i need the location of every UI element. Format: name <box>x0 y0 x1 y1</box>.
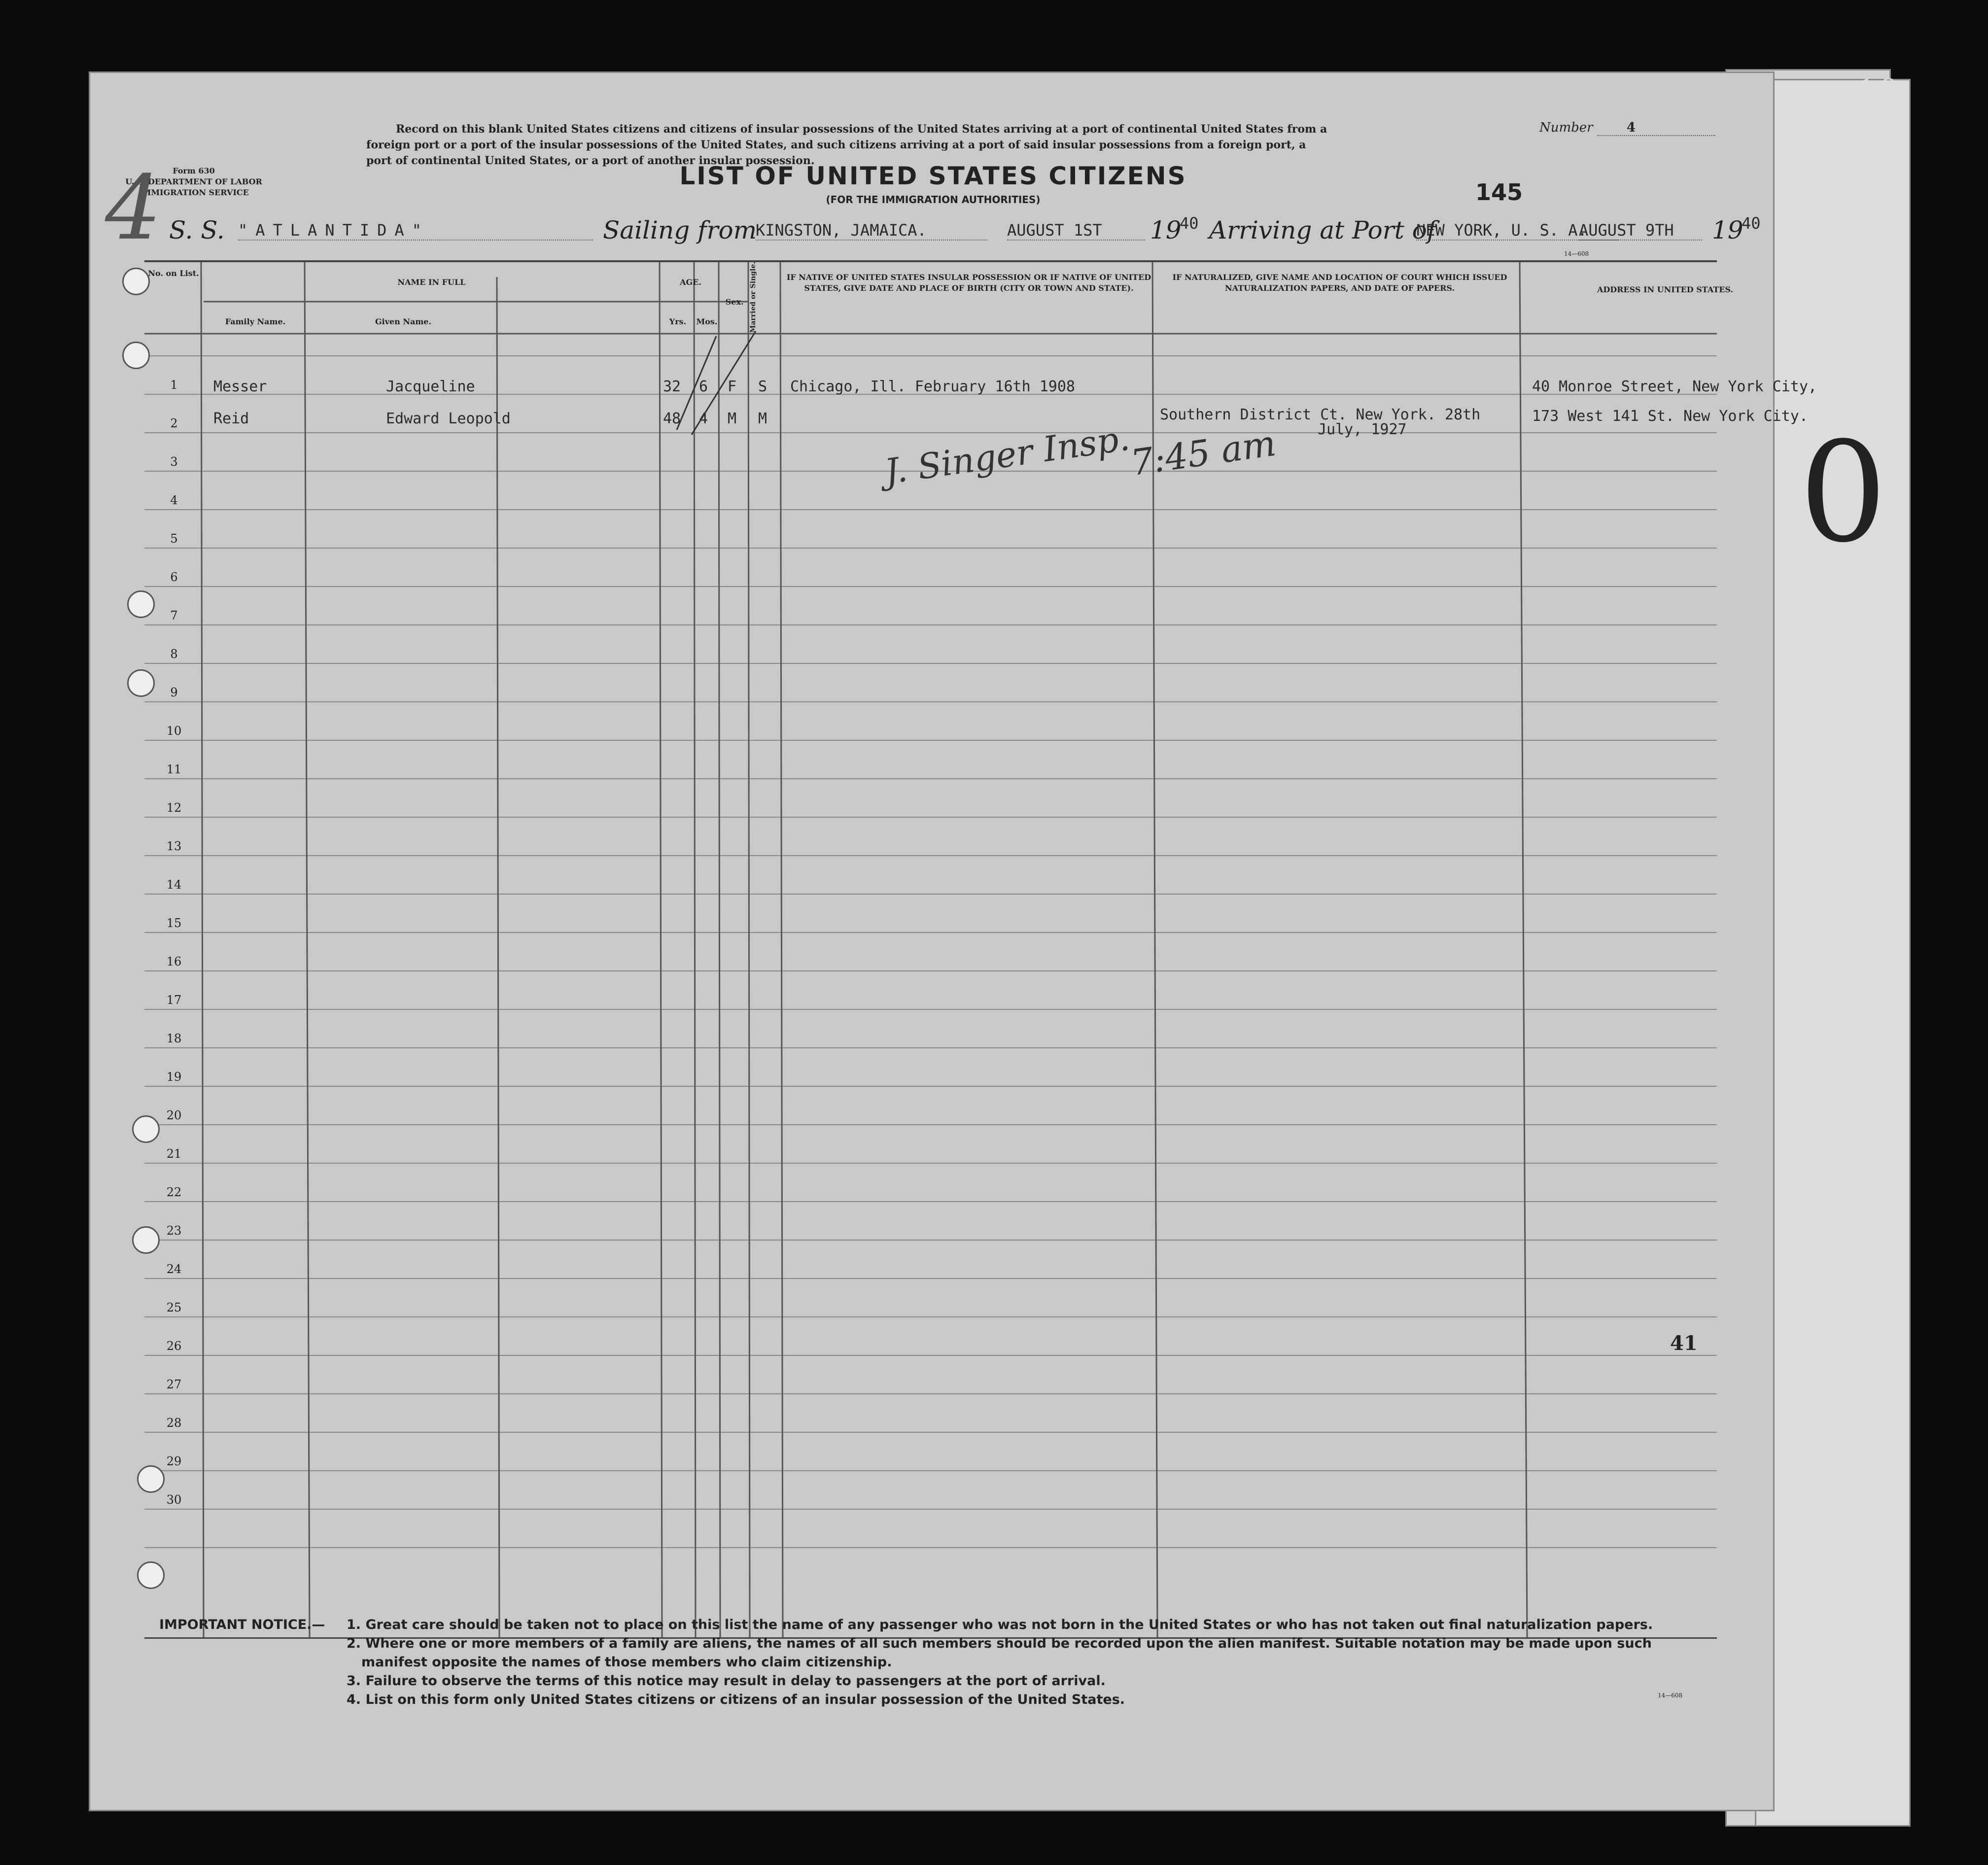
row-number: 14 <box>166 878 182 892</box>
entry-2-address: 173 West 141 St. New York City. <box>1532 408 1808 425</box>
page-stamp: 145 <box>1475 179 1523 206</box>
big-mark: 0 <box>1799 413 1887 573</box>
manifest-table <box>144 260 1817 1639</box>
row-number: 5 <box>170 532 178 546</box>
corner-mark: 1-3 <box>1858 74 1895 101</box>
page-title: LIST OF UNITED STATES CITIZENS <box>679 162 1187 190</box>
entry-2-given-name: Edward Leopold <box>386 410 511 427</box>
col-age: AGE. <box>680 277 701 287</box>
row-number: 29 <box>166 1454 182 1468</box>
binder-hole <box>132 1115 160 1143</box>
row-number: 12 <box>166 801 182 815</box>
row-number: 20 <box>166 1108 182 1122</box>
check-slashes <box>657 331 785 440</box>
col-family-name: Family Name. <box>225 317 286 326</box>
row-number: 30 <box>166 1493 182 1507</box>
ss-label: S. S. <box>169 216 225 244</box>
row-number: 3 <box>170 455 178 469</box>
sailing-port: KINGSTON, JAMAICA. <box>756 221 987 241</box>
row-number: 26 <box>166 1339 182 1353</box>
entry-1-marital: S <box>758 378 767 395</box>
inspection-time: 7:45 am <box>1128 422 1279 484</box>
entry-1-address: 40 Monroe Street, New York City, <box>1532 378 1817 395</box>
form-code-bottom: 14—608 <box>1658 1692 1683 1699</box>
col-address: ADDRESS IN UNITED STATES. <box>1597 285 1734 294</box>
binder-hole <box>127 669 155 697</box>
arrival-date: AUGUST 9TH <box>1579 221 1702 241</box>
row-number: 27 <box>166 1378 182 1391</box>
notice-item-1: 1. Great care should be taken not to place on this list the name of any passenger who was not born in the United States or who has not taken out final naturalization papers. <box>347 1617 1653 1632</box>
entry-2-naturalization: Southern District Ct. New York. 28th <box>1160 406 1481 423</box>
row-number: 15 <box>166 916 182 930</box>
sailing-label: Sailing from <box>603 216 757 244</box>
page-subtitle: (FOR THE IMMIGRATION AUTHORITIES) <box>826 194 1041 206</box>
entry-1-family-name: Messer <box>213 378 267 395</box>
binder-hole <box>122 342 150 369</box>
important-notice <box>159 1616 1766 1709</box>
col-mos: Mos. <box>696 317 718 326</box>
entry-2-naturalization-date: July, 1927 <box>1318 421 1407 438</box>
number-field <box>1539 120 1715 136</box>
number-value: 4 <box>1597 120 1715 136</box>
col-naturalization-info: IF NATURALIZED, GIVE NAME AND LOCATION OF COURT WHICH ISSUED NATURALIZATION PAPERS, AND DATE OF PAPERS. <box>1172 273 1507 293</box>
instruction-line-2: foreign port or a port of the insular possessions of the United States, and such citizens arriving at a port of said insular possessions from a foreign port, a <box>366 138 1306 151</box>
notice-item-2: 2. Where one or more members of a family are aliens, the names of all such members should be recorded upon the alien manifest. Suitable notation may be made upon such <box>347 1636 1652 1651</box>
col-married-or-single: Married or Single. <box>749 261 757 333</box>
department-name: U. S. DEPARTMENT OF LABOR <box>125 177 262 186</box>
entry-1-given-name: Jacqueline <box>386 378 475 395</box>
sailing-year-prefix: 19 <box>1150 216 1182 244</box>
row-number: 7 <box>170 609 178 622</box>
arrival-year-prefix: 19 <box>1712 216 1744 244</box>
entry-1-mos: 6 <box>699 378 708 395</box>
row-number: 18 <box>166 1032 182 1045</box>
row-number: 19 <box>166 1070 182 1084</box>
sailing-year: 40 <box>1180 214 1199 233</box>
voyage-line <box>169 216 1766 255</box>
row-number: 24 <box>166 1262 182 1276</box>
entry-1-yrs: 32 <box>663 378 681 395</box>
stamp-number: 41 <box>1670 1332 1698 1355</box>
row-number: 25 <box>166 1301 182 1314</box>
entry-2-sex: M <box>728 410 737 427</box>
row-number: 17 <box>166 993 182 1007</box>
entry-2-family-name: Reid <box>213 410 249 427</box>
instruction-line-1: Record on this blank United States citizens and citizens of insular possessions of the United States arriving at a port of continental United States from a <box>396 123 1327 136</box>
row-number: 1 <box>170 378 178 392</box>
row-number: 22 <box>166 1185 182 1199</box>
entry-1-sex: F <box>728 378 737 395</box>
col-name-in-full: NAME IN FULL <box>397 277 466 287</box>
binder-hole <box>137 1465 165 1493</box>
form-code-top: 14—608 <box>1564 250 1589 257</box>
arrival-year: 40 <box>1742 214 1761 233</box>
row-number: 4 <box>170 493 178 507</box>
entry-2-marital: M <box>758 410 767 427</box>
col-sex: Sex. <box>725 297 744 307</box>
row-number: 13 <box>166 839 182 853</box>
binder-hole <box>137 1561 165 1589</box>
col-birth-info: IF NATIVE OF UNITED STATES INSULAR POSSESSION OR IF NATIVE OF UNITED STATES, GIVE DATE AND PLACE OF BIRTH (CITY OR TOWN AND STATE). <box>786 273 1151 293</box>
instruction-line-3: port of continental United States, or a port of another insular possession. <box>366 154 815 167</box>
service-name: IMMIGRATION SERVICE <box>139 188 249 197</box>
number-label: Number <box>1539 120 1593 135</box>
binder-hole <box>127 590 155 618</box>
entry-1-birth: Chicago, Ill. February 16th 1908 <box>790 378 1075 395</box>
row-number: 8 <box>170 647 178 661</box>
entry-2-mos: 4 <box>699 410 708 427</box>
row-number: 6 <box>170 570 178 584</box>
col-yrs: Yrs. <box>669 317 687 326</box>
binder-hole <box>132 1226 160 1254</box>
col-no-on-list: No. on List. <box>148 269 199 278</box>
ship-name: "ATLANTIDA" <box>238 221 593 241</box>
manifest-page <box>89 71 1817 1811</box>
notice-label: IMPORTANT NOTICE.— <box>159 1617 325 1632</box>
row-number: 21 <box>166 1147 182 1161</box>
notice-item-2-cont: manifest opposite the names of those members who claim citizenship. <box>361 1655 892 1670</box>
sailing-date: AUGUST 1ST <box>1007 221 1145 241</box>
notice-item-3: 3. Failure to observe the terms of this notice may result in delay to passengers at the port of arrival. <box>347 1673 1106 1689</box>
row-number: 2 <box>170 416 178 430</box>
arrival-port: NEW YORK, U. S. A. <box>1416 221 1618 241</box>
entry-2-yrs: 48 <box>663 410 681 427</box>
margin-mark: 4 <box>105 157 162 260</box>
binder-hole <box>122 268 150 295</box>
col-given-name: Given Name. <box>375 317 432 326</box>
notice-item-4: 4. List on this form only United States citizens or citizens of an insular possession of the United States. <box>347 1692 1125 1707</box>
row-number: 10 <box>166 724 182 738</box>
row-number: 11 <box>166 762 182 776</box>
arriving-label: Arriving at Port of <box>1209 216 1436 244</box>
row-number: 23 <box>166 1224 182 1238</box>
row-number: 28 <box>166 1416 182 1430</box>
underlying-sheet-2 <box>1755 79 1911 1827</box>
form-number: Form 630 <box>173 166 215 175</box>
row-number: 16 <box>166 955 182 968</box>
row-number: 9 <box>170 686 178 699</box>
inspector-signature: J. Singer Insp. <box>882 417 1132 492</box>
